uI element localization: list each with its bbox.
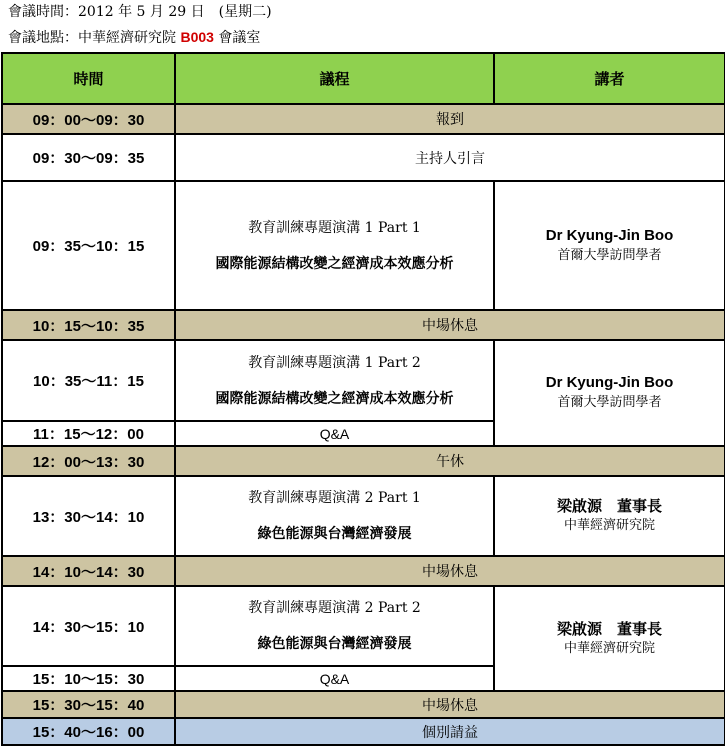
talk-title: 國際能源結構改變之經濟成本效應分析 [215, 390, 454, 407]
venue-suffix: 會議室 [213, 30, 261, 46]
talk-session: 教育訓練專題演溝 2 Part 2 [248, 600, 421, 616]
time-cell: 13：30～14：10 [2, 476, 175, 556]
speaker-name: 梁啟源 董事長 [556, 497, 662, 515]
time-cell: 10：15～10：35 [2, 310, 175, 340]
qa-cell: Q&A [175, 421, 494, 446]
agenda-cell: 個別請益 [175, 718, 725, 745]
table-row [2, 476, 725, 556]
time-cell: 09：35～10：15 [2, 181, 175, 310]
time-cell: 15：30～15：40 [2, 691, 175, 718]
agenda-cell: 主持人引言 [175, 134, 725, 181]
table-row [2, 134, 725, 181]
header-speaker: 講者 [494, 53, 725, 104]
speaker-affiliation: 中華經濟研究院 [563, 518, 655, 533]
time-cell: 15：40～16：00 [2, 718, 175, 745]
table-row [2, 691, 725, 718]
header-agenda: 議程 [175, 53, 494, 104]
header-time: 時間 [2, 53, 175, 104]
talk-cell [175, 476, 494, 556]
speaker-affiliation: 首爾大學訪問學者 [557, 395, 662, 410]
time-cell: 09：00～09：30 [2, 104, 175, 134]
header-row [2, 53, 725, 104]
agenda-cell: 報到 [175, 104, 725, 134]
table-row [2, 181, 725, 310]
time-cell: 12：00～13：30 [2, 446, 175, 476]
table-row [2, 104, 725, 134]
time-cell: 10：35～11：15 [2, 340, 175, 421]
table-row [2, 310, 725, 340]
agenda-cell: 中場休息 [175, 556, 725, 586]
venue-prefix: 會議地點：中華經濟研究院 [8, 30, 181, 46]
speaker-name: 梁啟源 董事長 [556, 619, 662, 638]
talk-cell [175, 586, 494, 666]
talk-cell [175, 340, 494, 421]
talk-cell [175, 181, 494, 310]
meeting-date: 會議時間：2012 年 5 月 29 日 (星期二) [8, 4, 272, 20]
room-code: B003 [180, 29, 214, 45]
speaker-cell [494, 340, 725, 446]
talk-title: 綠色能源與台灣經濟發展 [257, 526, 412, 542]
talk-session: 教育訓練專題演溝 2 Part 1 [248, 490, 421, 506]
talk-session: 教育訓練專題演溝 1 Part 1 [248, 219, 421, 236]
time-cell: 09：30～09：35 [2, 134, 175, 181]
time-cell: 11：15～12：00 [2, 421, 175, 446]
agenda-cell: 中場休息 [175, 310, 725, 340]
speaker-cell [494, 476, 725, 556]
table-row [2, 446, 725, 476]
talk-title: 綠色能源與台灣經濟發展 [257, 636, 412, 652]
table-row [2, 718, 725, 745]
speaker-affiliation: 中華經濟研究院 [563, 640, 655, 656]
speaker-name: Dr Kyung-Jin Boo [545, 226, 674, 244]
qa-cell: Q&A [175, 666, 494, 691]
talk-title: 國際能源結構改變之經濟成本效應分析 [215, 255, 454, 272]
speaker-cell [494, 181, 725, 310]
agenda-cell: 午休 [175, 446, 725, 476]
table-row [2, 340, 725, 421]
time-cell: 15：10～15：30 [2, 666, 175, 691]
table-row [2, 556, 725, 586]
speaker-cell [494, 586, 725, 691]
table-row [2, 586, 725, 666]
agenda-table [1, 52, 725, 746]
meeting-venue [8, 27, 260, 48]
agenda-cell: 中場休息 [175, 691, 725, 718]
talk-session: 教育訓練專題演溝 1 Part 2 [248, 354, 421, 371]
time-cell: 14：10～14：30 [2, 556, 175, 586]
time-cell: 14：30～15：10 [2, 586, 175, 666]
speaker-affiliation: 首爾大學訪問學者 [557, 247, 662, 263]
speaker-name: Dr Kyung-Jin Boo [545, 374, 674, 391]
